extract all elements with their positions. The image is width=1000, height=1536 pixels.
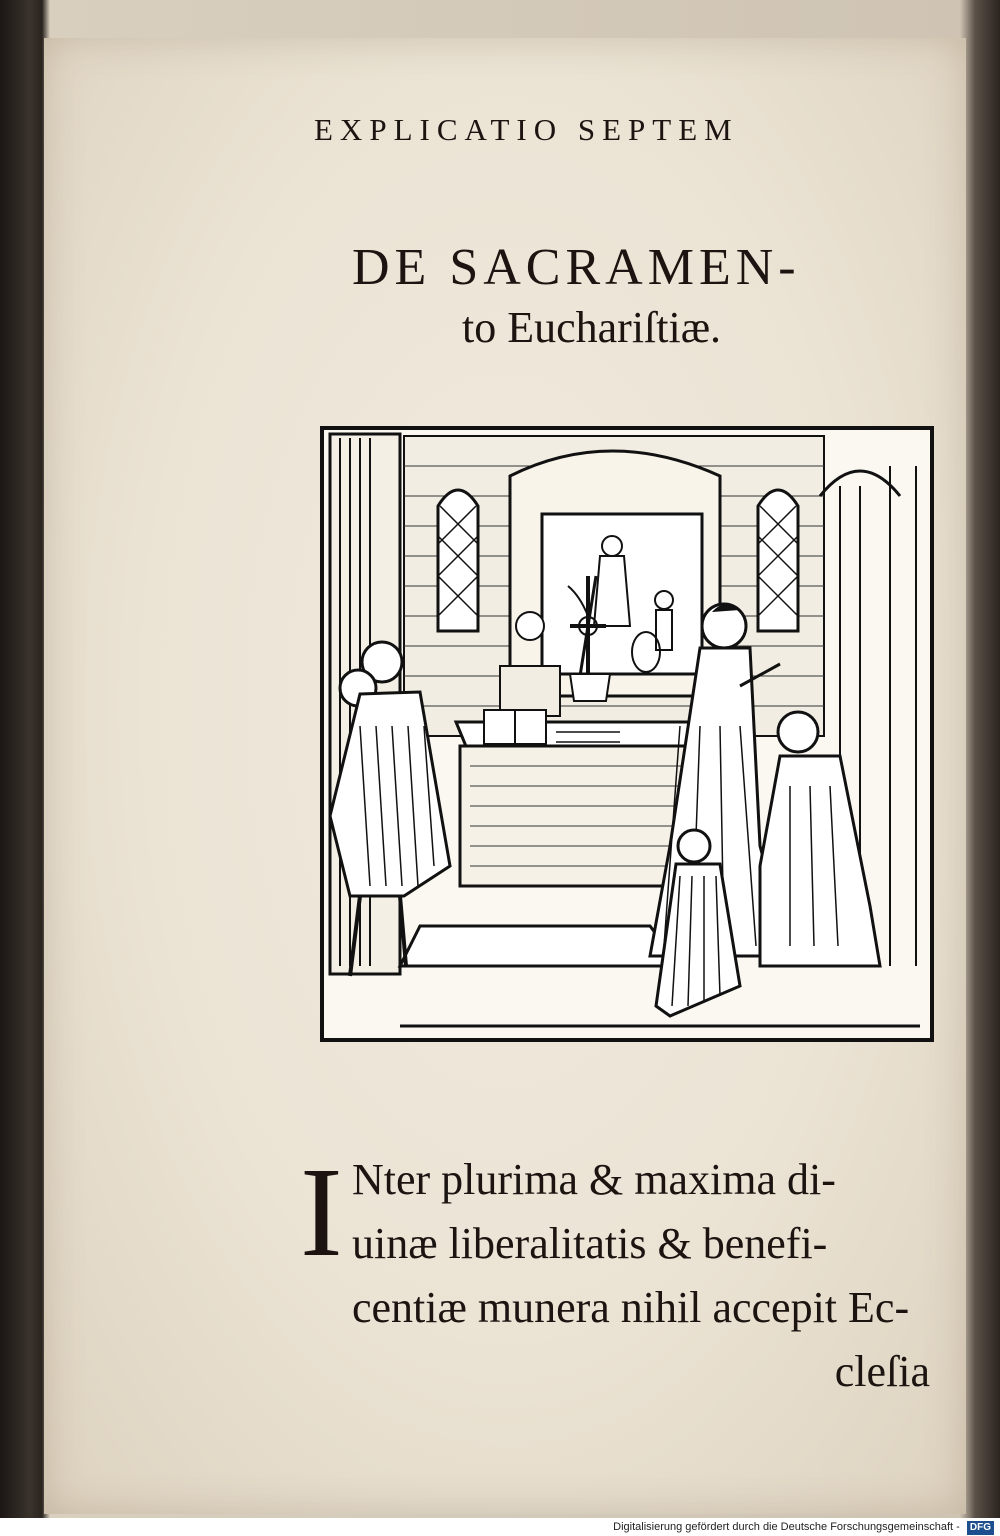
credit-text: Digitalisierung gefördert durch die Deutsche Forschungsgemeinschaft - [613, 1521, 960, 1533]
drop-cap: I [300, 1141, 343, 1283]
body-line-4: cleſia [834, 1347, 930, 1396]
woodcut-illustration [320, 426, 934, 1042]
body-line-3: centiæ munera nihil accepit Ec- [352, 1283, 910, 1332]
eucharist-woodcut-icon [320, 426, 934, 1042]
body-paragraph [300, 1141, 940, 1404]
book-page [44, 38, 966, 1514]
running-head: EXPLICATIO SEPTEM [314, 112, 739, 147]
dfg-logo: DFG [967, 1521, 994, 1535]
digitization-credit [0, 1518, 1000, 1536]
body-line-1: Nter plurima & maxima di- [352, 1155, 836, 1204]
chapter-title: DE SACRAMEN- [352, 239, 801, 296]
body-line-2: uinæ liberalitatis & benefi- [352, 1219, 828, 1268]
chapter-subtitle: to Euchariſtiæ. [462, 303, 722, 352]
